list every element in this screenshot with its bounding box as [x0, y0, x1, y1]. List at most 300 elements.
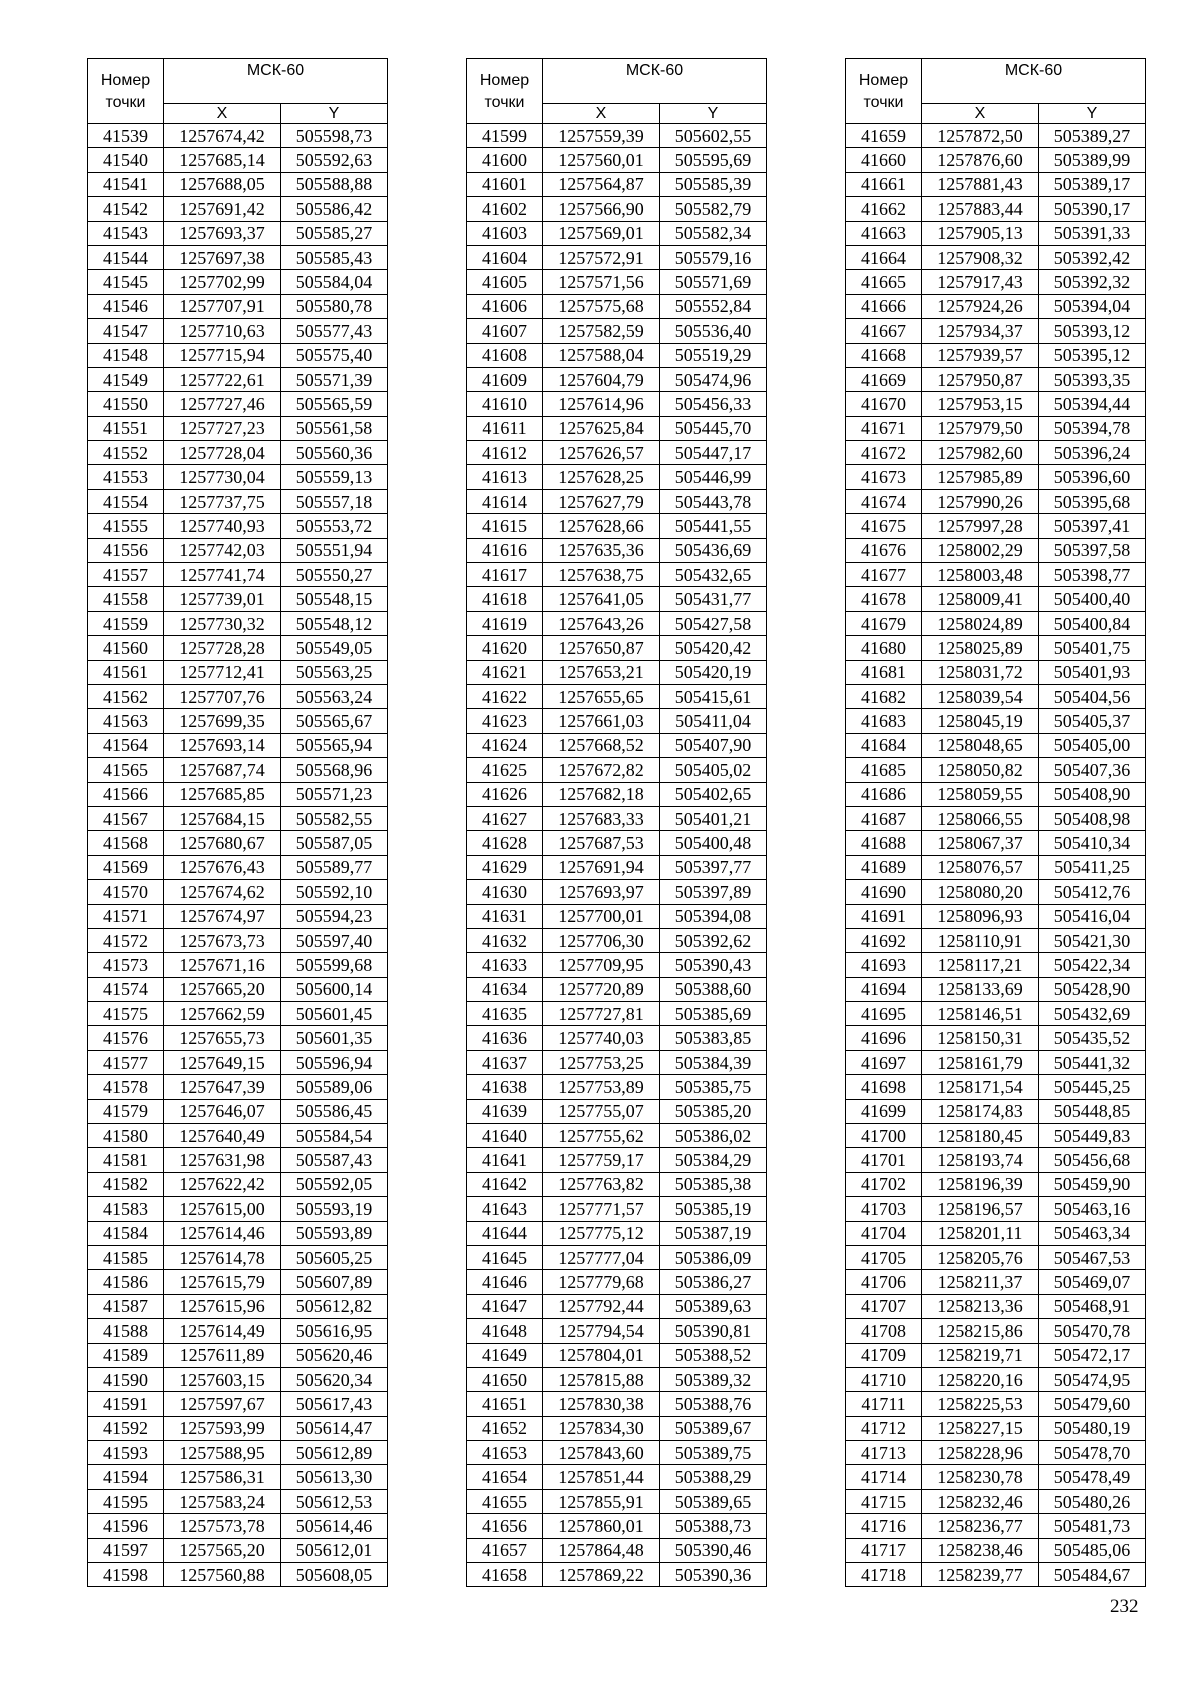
table-row: [467, 1245, 767, 1269]
point-number-cell: 41620: [467, 636, 543, 660]
x-coordinate-cell: 1257685,85: [164, 782, 281, 806]
y-coordinate-cell: 505390,36: [660, 1563, 767, 1587]
table-row: [846, 1050, 1146, 1074]
table-row: [846, 928, 1146, 952]
point-number-cell: 41675: [846, 514, 922, 538]
table-row: [846, 1075, 1146, 1099]
x-coordinate-cell: 1258096,93: [922, 904, 1039, 928]
point-number-cell: 41550: [88, 392, 164, 416]
x-coordinate-cell: 1257691,94: [543, 855, 660, 879]
point-number-cell: 41654: [467, 1465, 543, 1489]
x-coordinate-cell: 1258117,21: [922, 953, 1039, 977]
x-coordinate-cell: 1257700,01: [543, 904, 660, 928]
point-number-cell: 41714: [846, 1465, 922, 1489]
table-row: [467, 1124, 767, 1148]
y-coordinate-cell: 505587,43: [281, 1148, 388, 1172]
point-number-cell: 41553: [88, 465, 164, 489]
table-row: [846, 1221, 1146, 1245]
y-coordinate-cell: 505568,96: [281, 758, 388, 782]
x-coordinate-cell: 1257614,49: [164, 1319, 281, 1343]
point-number-cell: 41641: [467, 1148, 543, 1172]
y-coordinate-cell: 505463,34: [1039, 1221, 1146, 1245]
table-row: [846, 806, 1146, 830]
y-coordinate-cell: 505463,16: [1039, 1197, 1146, 1221]
x-coordinate-cell: 1258230,78: [922, 1465, 1039, 1489]
y-coordinate-cell: 505400,48: [660, 831, 767, 855]
x-coordinate-cell: 1257565,20: [164, 1538, 281, 1562]
y-coordinate-cell: 505577,43: [281, 319, 388, 343]
table-row: [88, 1441, 388, 1465]
y-coordinate-cell: 505385,38: [660, 1172, 767, 1196]
x-coordinate-cell: 1257622,42: [164, 1172, 281, 1196]
table-row: [846, 245, 1146, 269]
table-row: [467, 587, 767, 611]
x-coordinate-cell: 1257655,65: [543, 684, 660, 708]
y-coordinate-cell: 505557,18: [281, 489, 388, 513]
table-row: [846, 294, 1146, 318]
y-coordinate-cell: 505389,63: [660, 1294, 767, 1318]
table-row: [88, 319, 388, 343]
table-row: [467, 148, 767, 172]
table-row: [88, 1124, 388, 1148]
table-row: [88, 587, 388, 611]
point-number-cell: 41540: [88, 148, 164, 172]
x-coordinate-cell: 1257685,14: [164, 148, 281, 172]
point-number-cell: 41658: [467, 1563, 543, 1587]
y-column-header: Y: [660, 104, 767, 124]
point-number-cell: 41563: [88, 709, 164, 733]
y-coordinate-cell: 505586,45: [281, 1099, 388, 1123]
table-row: [88, 1538, 388, 1562]
table-row: [88, 538, 388, 562]
x-coordinate-cell: 1258076,57: [922, 855, 1039, 879]
x-coordinate-cell: 1257990,26: [922, 489, 1039, 513]
y-coordinate-cell: 505394,04: [1039, 294, 1146, 318]
point-number-cell: 41718: [846, 1563, 922, 1587]
point-number-cell: 41622: [467, 684, 543, 708]
table-row: [467, 367, 767, 391]
x-coordinate-cell: 1257687,74: [164, 758, 281, 782]
point-number-cell: 41642: [467, 1172, 543, 1196]
y-coordinate-cell: 505607,89: [281, 1270, 388, 1294]
y-column-header: Y: [281, 104, 388, 124]
x-coordinate-cell: 1258067,37: [922, 831, 1039, 855]
point-number-cell: 41559: [88, 611, 164, 635]
table-row: [846, 1538, 1146, 1562]
y-coordinate-cell: 505395,68: [1039, 489, 1146, 513]
x-coordinate-cell: 1257771,57: [543, 1197, 660, 1221]
x-coordinate-cell: 1257628,25: [543, 465, 660, 489]
point-number-cell: 41556: [88, 538, 164, 562]
y-coordinate-cell: 505587,05: [281, 831, 388, 855]
point-number-cell: 41701: [846, 1148, 922, 1172]
table-row: [846, 1172, 1146, 1196]
table-row: [846, 270, 1146, 294]
x-coordinate-cell: 1257582,59: [543, 319, 660, 343]
table-row: [88, 221, 388, 245]
y-coordinate-cell: 505596,94: [281, 1050, 388, 1074]
table-row: [467, 1099, 767, 1123]
point-number-cell: 41630: [467, 880, 543, 904]
x-coordinate-cell: 1257755,62: [543, 1124, 660, 1148]
point-number-cell: 41577: [88, 1050, 164, 1074]
y-coordinate-cell: 505410,34: [1039, 831, 1146, 855]
table-row: [846, 1197, 1146, 1221]
y-coordinate-cell: 505445,25: [1039, 1075, 1146, 1099]
x-coordinate-cell: 1257864,48: [543, 1538, 660, 1562]
table-row: [467, 758, 767, 782]
point-number-header: [467, 59, 543, 124]
point-number-cell: 41686: [846, 782, 922, 806]
table-row: [846, 1245, 1146, 1269]
point-number-cell: 41590: [88, 1367, 164, 1391]
point-number-cell: 41664: [846, 245, 922, 269]
table-row: [846, 148, 1146, 172]
point-number-cell: 41650: [467, 1367, 543, 1391]
y-coordinate-cell: 505431,77: [660, 587, 767, 611]
point-number-cell: 41695: [846, 1002, 922, 1026]
x-coordinate-cell: 1257779,68: [543, 1270, 660, 1294]
point-number-cell: 41684: [846, 733, 922, 757]
y-coordinate-cell: 505385,75: [660, 1075, 767, 1099]
x-coordinate-cell: 1258161,79: [922, 1050, 1039, 1074]
x-coordinate-cell: 1257674,97: [164, 904, 281, 928]
x-coordinate-cell: 1257777,04: [543, 1245, 660, 1269]
y-coordinate-cell: 505436,69: [660, 538, 767, 562]
y-coordinate-cell: 505585,43: [281, 245, 388, 269]
table-row: [467, 1319, 767, 1343]
point-number-cell: 41565: [88, 758, 164, 782]
table-row: [88, 465, 388, 489]
x-coordinate-cell: 1258232,46: [922, 1489, 1039, 1513]
table-row: [467, 1197, 767, 1221]
point-number-cell: 41581: [88, 1148, 164, 1172]
x-coordinate-cell: 1257830,38: [543, 1392, 660, 1416]
page-number: 232: [1110, 1596, 1139, 1617]
point-number-cell: 41685: [846, 758, 922, 782]
y-coordinate-cell: 505553,72: [281, 514, 388, 538]
table-row: [467, 636, 767, 660]
table-row: [467, 1465, 767, 1489]
point-number-cell: 41578: [88, 1075, 164, 1099]
point-number-cell: 41567: [88, 806, 164, 830]
table-row: [467, 1392, 767, 1416]
table-row: [88, 636, 388, 660]
y-coordinate-cell: 505560,36: [281, 441, 388, 465]
y-coordinate-cell: 505480,19: [1039, 1416, 1146, 1440]
y-coordinate-cell: 505571,23: [281, 782, 388, 806]
table-row: [846, 1148, 1146, 1172]
point-number-cell: 41631: [467, 904, 543, 928]
y-coordinate-cell: 505470,78: [1039, 1319, 1146, 1343]
table-row: [846, 1367, 1146, 1391]
table-row: [88, 758, 388, 782]
point-number-label: Номер точки: [858, 72, 909, 111]
y-coordinate-cell: 505563,24: [281, 684, 388, 708]
x-coordinate-cell: 1257673,73: [164, 928, 281, 952]
point-number-cell: 41570: [88, 880, 164, 904]
y-coordinate-cell: 505459,90: [1039, 1172, 1146, 1196]
point-number-cell: 41639: [467, 1099, 543, 1123]
x-coordinate-cell: 1258059,55: [922, 782, 1039, 806]
table-row: [467, 1489, 767, 1513]
x-coordinate-cell: 1258110,91: [922, 928, 1039, 952]
y-coordinate-cell: 505594,23: [281, 904, 388, 928]
y-coordinate-cell: 505565,67: [281, 709, 388, 733]
point-number-cell: 41656: [467, 1514, 543, 1538]
table-row: [467, 124, 767, 148]
point-number-cell: 41653: [467, 1441, 543, 1465]
table-row: [467, 953, 767, 977]
point-number-cell: 41613: [467, 465, 543, 489]
point-number-cell: 41598: [88, 1563, 164, 1587]
table-row: [88, 1514, 388, 1538]
y-coordinate-cell: 505485,06: [1039, 1538, 1146, 1562]
x-coordinate-cell: 1257727,81: [543, 1002, 660, 1026]
x-coordinate-cell: 1257628,66: [543, 514, 660, 538]
table-row: [88, 1172, 388, 1196]
point-number-cell: 41716: [846, 1514, 922, 1538]
point-number-cell: 41608: [467, 343, 543, 367]
y-coordinate-cell: 505565,94: [281, 733, 388, 757]
table-row: [467, 441, 767, 465]
y-coordinate-cell: 505389,32: [660, 1367, 767, 1391]
x-coordinate-cell: 1257626,57: [543, 441, 660, 465]
y-coordinate-cell: 505585,39: [660, 172, 767, 196]
point-number-cell: 41698: [846, 1075, 922, 1099]
x-coordinate-cell: 1257583,24: [164, 1489, 281, 1513]
x-coordinate-cell: 1258045,19: [922, 709, 1039, 733]
x-coordinate-cell: 1257650,87: [543, 636, 660, 660]
point-number-cell: 41694: [846, 977, 922, 1001]
y-coordinate-cell: 505584,54: [281, 1124, 388, 1148]
x-coordinate-cell: 1257693,97: [543, 880, 660, 904]
x-coordinate-cell: 1257908,32: [922, 245, 1039, 269]
y-coordinate-cell: 505598,73: [281, 124, 388, 148]
point-number-cell: 41580: [88, 1124, 164, 1148]
x-coordinate-cell: 1258025,89: [922, 636, 1039, 660]
table-row: [88, 1002, 388, 1026]
table-row: [846, 1319, 1146, 1343]
point-number-cell: 41644: [467, 1221, 543, 1245]
y-coordinate-cell: 505582,55: [281, 806, 388, 830]
point-number-cell: 41676: [846, 538, 922, 562]
point-number-cell: 41710: [846, 1367, 922, 1391]
x-coordinate-cell: 1257684,15: [164, 806, 281, 830]
x-coordinate-cell: 1257560,01: [543, 148, 660, 172]
y-coordinate-cell: 505448,85: [1039, 1099, 1146, 1123]
point-number-cell: 41582: [88, 1172, 164, 1196]
y-coordinate-cell: 505408,90: [1039, 782, 1146, 806]
table-row: [88, 928, 388, 952]
point-number-cell: 41602: [467, 197, 543, 221]
x-coordinate-cell: 1258205,76: [922, 1245, 1039, 1269]
table-row: [467, 1270, 767, 1294]
y-coordinate-cell: 505616,95: [281, 1319, 388, 1343]
table-row: [846, 1465, 1146, 1489]
table-row: [467, 782, 767, 806]
y-coordinate-cell: 505601,35: [281, 1026, 388, 1050]
x-coordinate-cell: 1257939,57: [922, 343, 1039, 367]
table-row: [467, 1050, 767, 1074]
y-coordinate-cell: 505384,39: [660, 1050, 767, 1074]
y-coordinate-cell: 505586,42: [281, 197, 388, 221]
y-coordinate-cell: 505401,93: [1039, 660, 1146, 684]
coordinate-system-header: МСК-60: [543, 59, 767, 104]
y-coordinate-cell: 505432,69: [1039, 1002, 1146, 1026]
point-number-cell: 41648: [467, 1319, 543, 1343]
y-coordinate-cell: 505479,60: [1039, 1392, 1146, 1416]
point-number-cell: 41709: [846, 1343, 922, 1367]
x-coordinate-cell: 1258213,36: [922, 1294, 1039, 1318]
x-coordinate-cell: 1257792,44: [543, 1294, 660, 1318]
point-number-cell: 41679: [846, 611, 922, 635]
x-coordinate-cell: 1257575,68: [543, 294, 660, 318]
table-row: [846, 465, 1146, 489]
y-coordinate-cell: 505422,34: [1039, 953, 1146, 977]
point-number-cell: 41597: [88, 1538, 164, 1562]
y-coordinate-cell: 505597,40: [281, 928, 388, 952]
y-coordinate-cell: 505478,49: [1039, 1465, 1146, 1489]
table-row: [846, 1124, 1146, 1148]
x-coordinate-cell: 1257851,44: [543, 1465, 660, 1489]
table-row: [88, 441, 388, 465]
table-row: [467, 319, 767, 343]
point-number-cell: 41539: [88, 124, 164, 148]
table-row: [467, 1563, 767, 1587]
point-number-cell: 41573: [88, 953, 164, 977]
y-coordinate-cell: 505428,90: [1039, 977, 1146, 1001]
x-coordinate-cell: 1258003,48: [922, 563, 1039, 587]
y-coordinate-cell: 505561,58: [281, 416, 388, 440]
point-number-cell: 41662: [846, 197, 922, 221]
table-row: [846, 611, 1146, 635]
point-number-header: [88, 59, 164, 124]
y-coordinate-cell: 505392,62: [660, 928, 767, 952]
table-row: [846, 221, 1146, 245]
y-coordinate-cell: 505405,00: [1039, 733, 1146, 757]
table-row: [88, 343, 388, 367]
point-number-cell: 41601: [467, 172, 543, 196]
x-coordinate-cell: 1258215,86: [922, 1319, 1039, 1343]
point-number-cell: 41717: [846, 1538, 922, 1562]
y-coordinate-cell: 505588,88: [281, 172, 388, 196]
y-coordinate-cell: 505592,05: [281, 1172, 388, 1196]
x-coordinate-cell: 1257680,67: [164, 831, 281, 855]
x-coordinate-cell: 1258238,46: [922, 1538, 1039, 1562]
x-coordinate-cell: 1257571,56: [543, 270, 660, 294]
table-row: [467, 1514, 767, 1538]
x-coordinate-cell: 1257572,91: [543, 245, 660, 269]
y-coordinate-cell: 505392,42: [1039, 245, 1146, 269]
table-row: [846, 538, 1146, 562]
table-row: [467, 172, 767, 196]
x-coordinate-cell: 1257728,04: [164, 441, 281, 465]
y-coordinate-cell: 505389,17: [1039, 172, 1146, 196]
y-coordinate-cell: 505613,30: [281, 1465, 388, 1489]
point-number-cell: 41683: [846, 709, 922, 733]
y-coordinate-cell: 505405,02: [660, 758, 767, 782]
point-number-cell: 41604: [467, 245, 543, 269]
x-coordinate-cell: 1257665,20: [164, 977, 281, 1001]
table-row: [88, 806, 388, 830]
point-number-cell: 41693: [846, 953, 922, 977]
x-coordinate-cell: 1257672,82: [543, 758, 660, 782]
x-coordinate-cell: 1257614,46: [164, 1221, 281, 1245]
table-row: [88, 709, 388, 733]
y-coordinate-cell: 505593,19: [281, 1197, 388, 1221]
point-number-cell: 41552: [88, 441, 164, 465]
point-number-cell: 41640: [467, 1124, 543, 1148]
table-row: [846, 684, 1146, 708]
coordinates-table-1: [87, 58, 388, 1587]
x-coordinate-cell: 1257953,15: [922, 392, 1039, 416]
y-coordinate-cell: 505601,45: [281, 1002, 388, 1026]
y-coordinate-cell: 505390,81: [660, 1319, 767, 1343]
x-coordinate-cell: 1257588,04: [543, 343, 660, 367]
table-row: [88, 1392, 388, 1416]
y-coordinate-cell: 505385,20: [660, 1099, 767, 1123]
table-row: [467, 1367, 767, 1391]
table-row: [846, 489, 1146, 513]
y-coordinate-cell: 505441,32: [1039, 1050, 1146, 1074]
point-number-header: [846, 59, 922, 124]
point-number-cell: 41674: [846, 489, 922, 513]
y-coordinate-cell: 505389,99: [1039, 148, 1146, 172]
y-coordinate-cell: 505478,70: [1039, 1441, 1146, 1465]
table-row: [467, 1221, 767, 1245]
table-row: [846, 1294, 1146, 1318]
x-coordinate-cell: 1257560,88: [164, 1563, 281, 1587]
x-coordinate-cell: 1257843,60: [543, 1441, 660, 1465]
point-number-cell: 41670: [846, 392, 922, 416]
y-coordinate-cell: 505427,58: [660, 611, 767, 635]
x-coordinate-cell: 1257876,60: [922, 148, 1039, 172]
point-number-cell: 41643: [467, 1197, 543, 1221]
x-coordinate-cell: 1257647,39: [164, 1075, 281, 1099]
table-row: [88, 611, 388, 635]
table-row: [88, 1050, 388, 1074]
table-row: [467, 904, 767, 928]
point-number-cell: 41659: [846, 124, 922, 148]
table-row: [467, 660, 767, 684]
point-number-cell: 41596: [88, 1514, 164, 1538]
point-number-cell: 41572: [88, 928, 164, 952]
point-number-cell: 41713: [846, 1441, 922, 1465]
x-coordinate-cell: 1258196,57: [922, 1197, 1039, 1221]
x-coordinate-cell: 1258239,77: [922, 1563, 1039, 1587]
x-coordinate-cell: 1257753,25: [543, 1050, 660, 1074]
y-coordinate-cell: 505474,95: [1039, 1367, 1146, 1391]
table-row: [846, 1441, 1146, 1465]
table-row: [846, 367, 1146, 391]
point-number-cell: 41711: [846, 1392, 922, 1416]
x-coordinate-cell: 1257860,01: [543, 1514, 660, 1538]
coordinates-table-3: [845, 58, 1146, 1587]
table-row: [467, 197, 767, 221]
x-coordinate-cell: 1257804,01: [543, 1343, 660, 1367]
x-coordinate-cell: 1257763,82: [543, 1172, 660, 1196]
point-number-cell: 41688: [846, 831, 922, 855]
point-number-cell: 41544: [88, 245, 164, 269]
table-row: [467, 709, 767, 733]
coordinate-system-header: МСК-60: [922, 59, 1146, 104]
table-row: [88, 1099, 388, 1123]
y-coordinate-cell: 505449,83: [1039, 1124, 1146, 1148]
x-coordinate-cell: 1257593,99: [164, 1416, 281, 1440]
point-number-cell: 41632: [467, 928, 543, 952]
x-coordinate-cell: 1257740,93: [164, 514, 281, 538]
